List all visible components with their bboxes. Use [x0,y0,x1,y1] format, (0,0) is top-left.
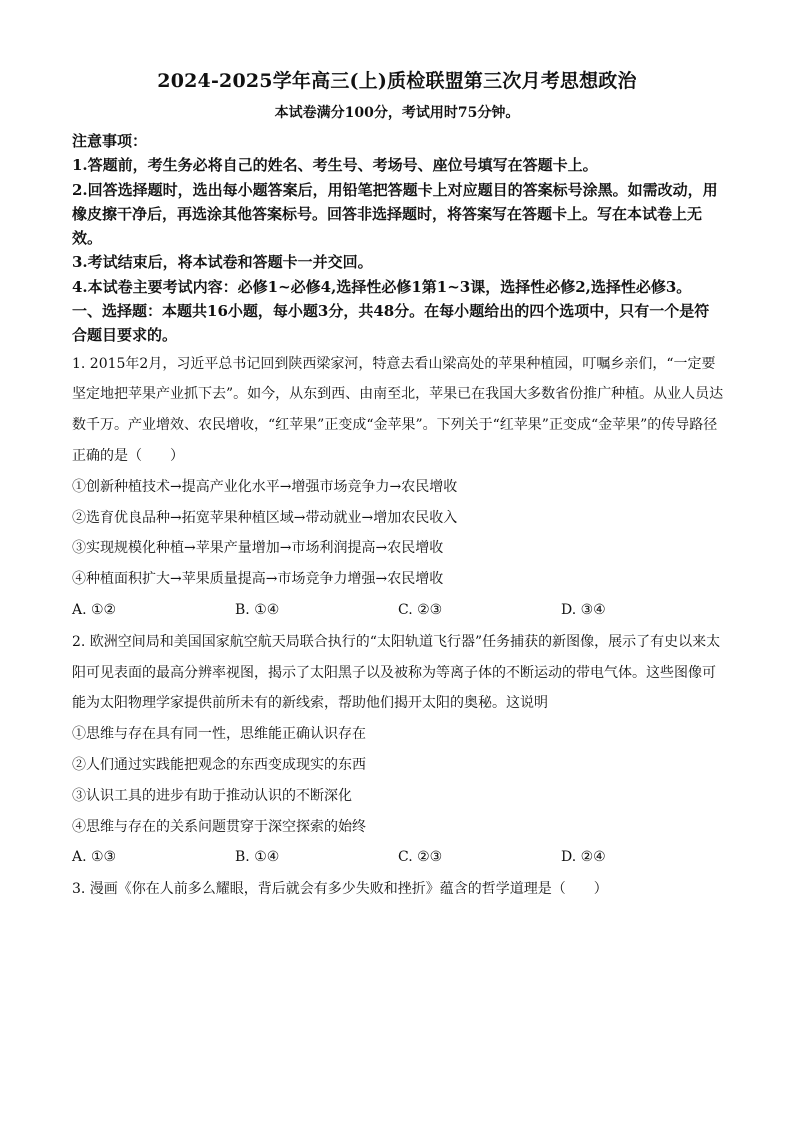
question-1-choice-c: C. ②③ [398,602,443,619]
note-item-1: 1.答题前，考生务必将自己的姓名、考生号、考场号、座位号填写在答题卡上。 [72,156,598,175]
question-2-choice-b: B. ①④ [235,849,280,866]
question-1-option-4: ④种植面积扩大→苹果质量提高→市场竞争力增强→农民增收 [72,571,444,588]
question-1-choice-d: D. ③④ [561,602,606,619]
notes-heading: 注意事项： [72,132,148,150]
question-2-choice-c: C. ②③ [398,849,443,866]
exam-content [72,129,724,905]
note-item-3: 3.考试结束后，将本试卷和答题卡一并交回。 [72,253,373,272]
exam-subtitle: 本试卷满分100分，考试用时75分钟。 [274,105,520,121]
question-1-choice-a: A. ①② [72,602,117,619]
question-2-option-2: ②人们通过实践能把观念的东西变成现实的东西 [72,757,366,774]
section-heading: 一、选择题：本题共16小题，每小题3分，共48分。在每小题给出的四个选项中，只有一个是符合题目要求的。 [72,302,710,345]
question-2-choices [72,842,724,873]
question-2-option-4: ④思维与存在的关系问题贯穿于深空探索的始终 [72,818,366,835]
question-1-option-2: ②选育优良品种→拓宽苹果种植区域→带动就业→增加农民收入 [72,509,458,526]
question-1-option-1: ①创新种植技术→提高产业化水平→增强市场竞争力→农民增收 [72,478,458,495]
question-2-choice-d: D. ②④ [561,849,606,866]
question-3-stem: 3. 漫画《你在人前多么耀眼，背后就会有多少失败和挫折》蕴含的哲学道理是（ ） [72,881,608,898]
question-1-choices [72,595,724,626]
note-item-2: 2.回答选择题时，选出每小题答案后，用铅笔把答题卡上对应题目的答案标号涂黑。如需改动，用橡皮擦干净后，再选涂其他答案标号。回答非选择题时，将答案写在答题卡上。写在本试卷上无效。 [72,180,718,248]
question-1-option-3: ③实现规模化种植→苹果产量增加→市场利润提高→农民增收 [72,540,444,557]
note-item-4: 4.本试卷主要考试内容：必修1~必修4,选择性必修1第1~3课，选择性必修2,选择性必修3。 [72,277,692,296]
question-2-option-1: ①思维与存在具有同一性，思维能正确认识存在 [72,726,366,743]
question-1-stem: 1. 2015年2月，习近平总书记回到陕西梁家河，特意去看山梁高处的苹果种植园，叮嘱乡亲们，“一定要坚定地把苹果产业抓下去”。如今，从东到西、由南至北，苹果已在我国大多数省份推广种植。从业人员达数千万。产业增效、农民增收，“红苹果”正变成“金苹果”。下列关于“红苹果”正变成“金苹果”的传导路径正确的是（ ） [72,355,724,465]
question-2-option-3: ③认识工具的进步有助于推动认识的不断深化 [72,787,352,804]
question-2-stem: 2. 欧洲空间局和美国国家航空航天局联合执行的“太阳轨道飞行器”任务捕获的新图像，展示了有史以来太阳可见表面的最高分辨率视图，揭示了太阳黑子以及被称为等离子体的不断运动的带电气体。这些图像可能为太阳物理学家提供前所未有的新线索，帮助他们揭开太阳的奥秘。这说明 [72,633,721,712]
question-2 [72,627,724,873]
question-2-choice-a: A. ①③ [72,849,117,866]
question-1 [72,349,724,626]
question-3 [72,874,724,905]
question-1-choice-b: B. ①④ [235,602,280,619]
page-title: 2024-2025学年高三(上)质检联盟第三次月考思想政治 [157,70,637,92]
